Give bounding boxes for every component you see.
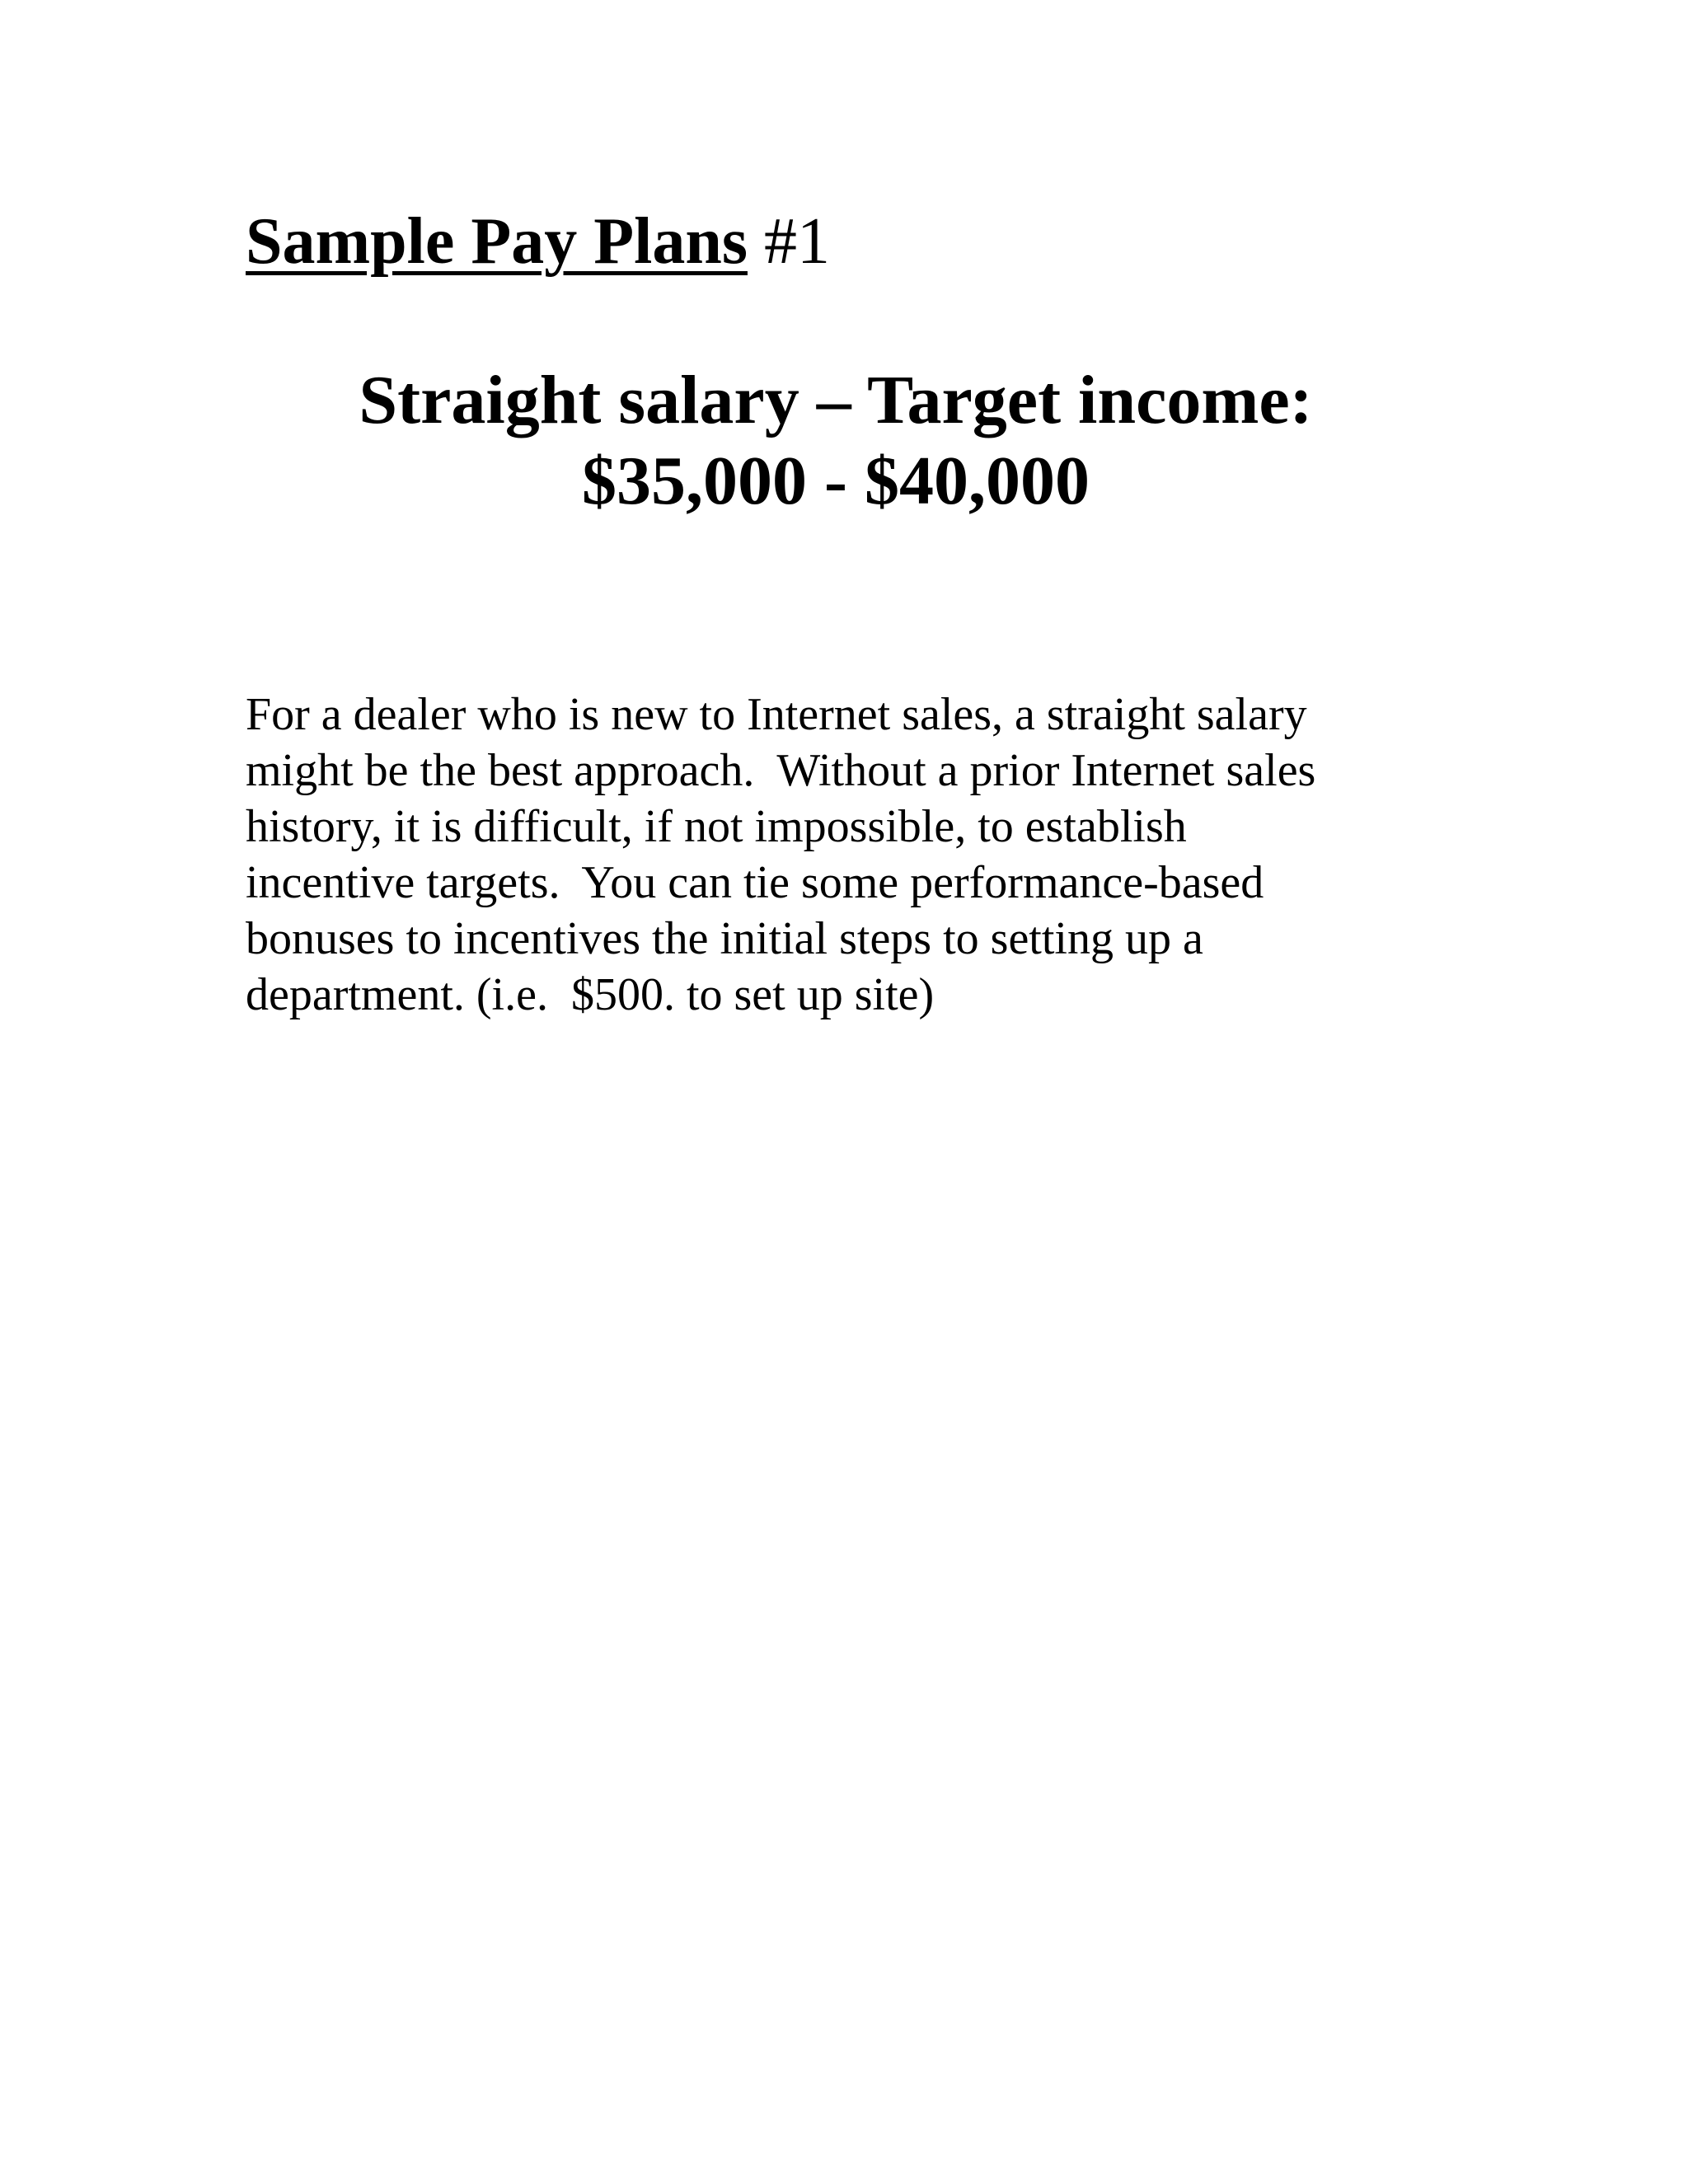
body-line-6: department. (i.e. $500. to set up site)	[246, 969, 935, 1020]
heading-number: #1	[747, 205, 830, 278]
heading-title: Sample Pay Plans	[246, 205, 748, 278]
body-line-2: might be the best approach. Without a prior Internet sales	[246, 745, 1316, 796]
body-line-3: history, it is difficult, if not impossible, to establish	[246, 801, 1187, 852]
subtitle-line-2: $35,000 - $40,000	[582, 443, 1090, 519]
page-heading	[246, 200, 830, 283]
body-paragraph	[246, 687, 1482, 1023]
subtitle-line-1: Straight salary – Target income:	[359, 362, 1313, 438]
body-line-5: bonuses to incentives the initial steps to setting up a	[246, 913, 1203, 964]
plan-subtitle	[0, 360, 1672, 522]
body-line-1: For a dealer who is new to Internet sales, a straight salary	[246, 689, 1307, 740]
body-line-4: incentive targets. You can tie some performance-based	[246, 857, 1264, 908]
